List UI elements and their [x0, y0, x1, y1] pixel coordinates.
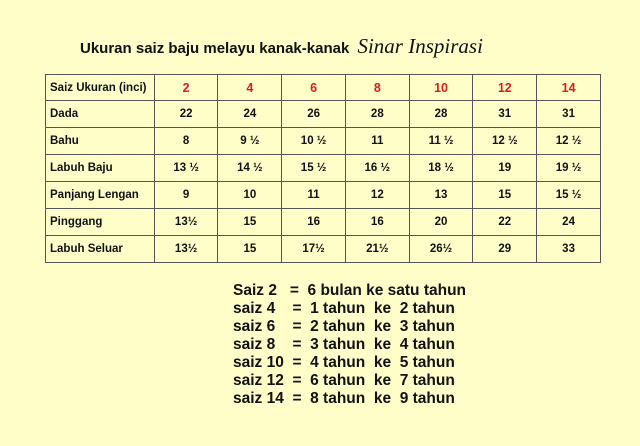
table-cell: 10 ½ [282, 128, 346, 155]
table-cell: 18 ½ [409, 155, 473, 182]
table-cell: 29 [473, 236, 537, 263]
table-row [46, 182, 601, 209]
table-cell: 9 [154, 182, 218, 209]
table-row [46, 101, 601, 128]
header-size: 10 [409, 75, 473, 101]
table-cell: 16 ½ [345, 155, 409, 182]
table-cell: 26 [282, 101, 346, 128]
table-row [46, 236, 601, 263]
age-legend-line: saiz 10 = 4 tahun ke 5 tahun [233, 354, 455, 371]
header-size: 12 [473, 75, 537, 101]
table-cell: 31 [537, 101, 601, 128]
age-legend-line: saiz 4 = 1 tahun ke 2 tahun [233, 300, 455, 317]
age-legend-line: Saiz 2 = 6 bulan ke satu tahun [233, 282, 466, 299]
page-title [80, 34, 483, 59]
table-cell: 12 [345, 182, 409, 209]
row-label: Labuh Baju [46, 155, 155, 182]
table-cell: 16 [345, 209, 409, 236]
age-legend-line: saiz 6 = 2 tahun ke 3 tahun [233, 318, 455, 335]
table-cell: 9 ½ [218, 128, 282, 155]
table-cell: 12 ½ [473, 128, 537, 155]
row-label: Dada [46, 101, 155, 128]
table-cell: 14 ½ [218, 155, 282, 182]
table-cell: 16 [282, 209, 346, 236]
table-cell: 13½ [154, 236, 218, 263]
header-size: 6 [282, 75, 346, 101]
table-cell: 13 ½ [154, 155, 218, 182]
age-legend-line: saiz 8 = 3 tahun ke 4 tahun [233, 336, 455, 353]
table-cell: 15 ½ [537, 182, 601, 209]
row-label: Bahu [46, 128, 155, 155]
table-cell: 19 [473, 155, 537, 182]
table-cell: 12 ½ [537, 128, 601, 155]
age-legend-line: saiz 12 = 6 tahun ke 7 tahun [233, 372, 455, 389]
table-cell: 28 [409, 101, 473, 128]
table-cell: 20 [409, 209, 473, 236]
table-cell: 24 [218, 101, 282, 128]
row-label: Panjang Lengan [46, 182, 155, 209]
table-row [46, 128, 601, 155]
table-row [46, 209, 601, 236]
title-main: Ukuran saiz baju melayu kanak-kanak [80, 40, 350, 57]
size-table [45, 74, 601, 263]
table-cell: 22 [154, 101, 218, 128]
table-cell: 28 [345, 101, 409, 128]
header-label: Saiz Ukuran (inci) [46, 75, 155, 101]
table-cell: 15 [218, 209, 282, 236]
table-cell: 15 [218, 236, 282, 263]
title-brand: Sinar Inspirasi [357, 34, 483, 58]
table-cell: 11 [282, 182, 346, 209]
table-cell: 19 ½ [537, 155, 601, 182]
table-cell: 10 [218, 182, 282, 209]
table-cell: 21½ [345, 236, 409, 263]
table-cell: 31 [473, 101, 537, 128]
table-cell: 11 [345, 128, 409, 155]
table-cell: 15 [473, 182, 537, 209]
table-cell: 26½ [409, 236, 473, 263]
header-size: 8 [345, 75, 409, 101]
header-size: 14 [537, 75, 601, 101]
table-row [46, 155, 601, 182]
table-cell: 11 ½ [409, 128, 473, 155]
table-header-row [46, 75, 601, 101]
table-cell: 8 [154, 128, 218, 155]
table-cell: 17½ [282, 236, 346, 263]
row-label: Pinggang [46, 209, 155, 236]
table-cell: 24 [537, 209, 601, 236]
age-legend [233, 282, 466, 408]
header-size: 2 [154, 75, 218, 101]
table-cell: 33 [537, 236, 601, 263]
table-cell: 13½ [154, 209, 218, 236]
row-label: Labuh Seluar [46, 236, 155, 263]
table-cell: 22 [473, 209, 537, 236]
age-legend-line: saiz 14 = 8 tahun ke 9 tahun [233, 390, 455, 407]
table-cell: 13 [409, 182, 473, 209]
header-size: 4 [218, 75, 282, 101]
table-cell: 15 ½ [282, 155, 346, 182]
